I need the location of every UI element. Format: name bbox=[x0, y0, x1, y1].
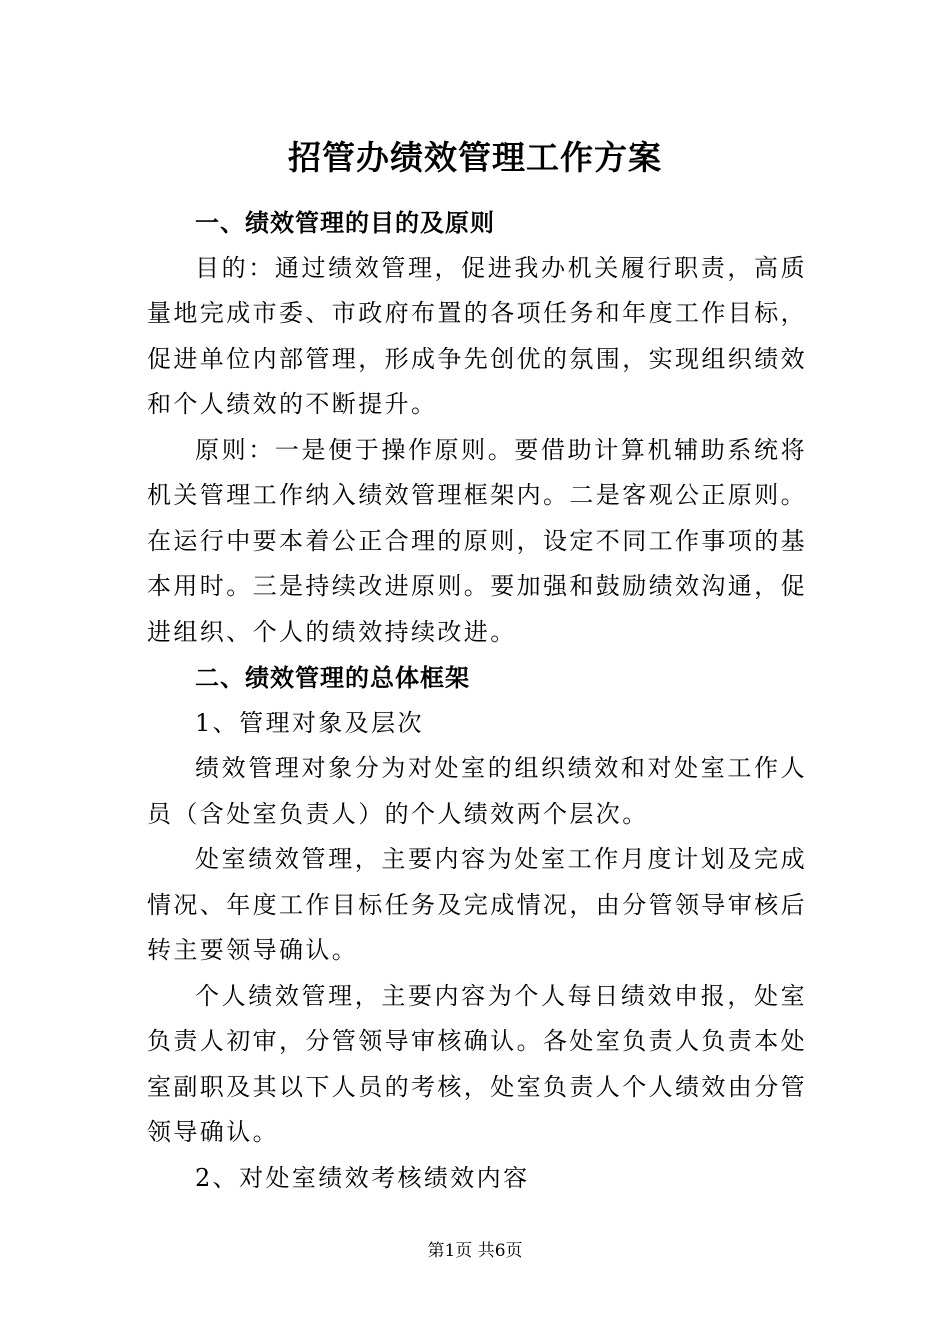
paragraph-management-objects: 绩效管理对象分为对处室的组织绩效和对处室工作人员（含处室负责人）的个人绩效两个层次。 bbox=[147, 754, 807, 828]
paragraph-office-performance: 处室绩效管理，主要内容为处室工作月度计划及完成情况、年度工作目标任务及完成情况，由分管领导审核后转主要领导确认。 bbox=[147, 845, 807, 964]
paragraph-purpose: 目的：通过绩效管理，促进我办机关履行职责，高质量地完成市委、市政府布置的各项任务和年度工作目标，促进单位内部管理，形成争先创优的氛围，实现组织绩效和个人绩效的不断提升。 bbox=[147, 253, 807, 418]
section-heading-1: 一、绩效管理的目的及原则 bbox=[195, 208, 495, 237]
document-body bbox=[147, 200, 807, 1201]
paragraph-principles: 原则：一是便于操作原则。要借助计算机辅助系统将机关管理工作纳入绩效管理框架内。二是客观公正原则。在运行中要本着公正合理的原则，设定不同工作事项的基本用时。三是持续改进原则。要加强和鼓励绩效沟通，促进组织、个人的绩效持续改进。 bbox=[147, 435, 807, 646]
subheading-management-objects: 1、管理对象及层次 bbox=[195, 708, 424, 737]
document-title: 招管办绩效管理工作方案 bbox=[288, 138, 662, 177]
paragraph-personal-performance: 个人绩效管理，主要内容为个人每日绩效申报，处室负责人初审，分管领导审核确认。各处室负责人负责本处室副职及其以下人员的考核，处室负责人个人绩效由分管领导确认。 bbox=[147, 981, 807, 1146]
page-number-footer: 第1页 共6页 bbox=[427, 1241, 523, 1261]
subheading-office-assessment: 2、对处室绩效考核绩效内容 bbox=[195, 1163, 530, 1192]
section-heading-2: 二、绩效管理的总体框架 bbox=[195, 663, 470, 692]
